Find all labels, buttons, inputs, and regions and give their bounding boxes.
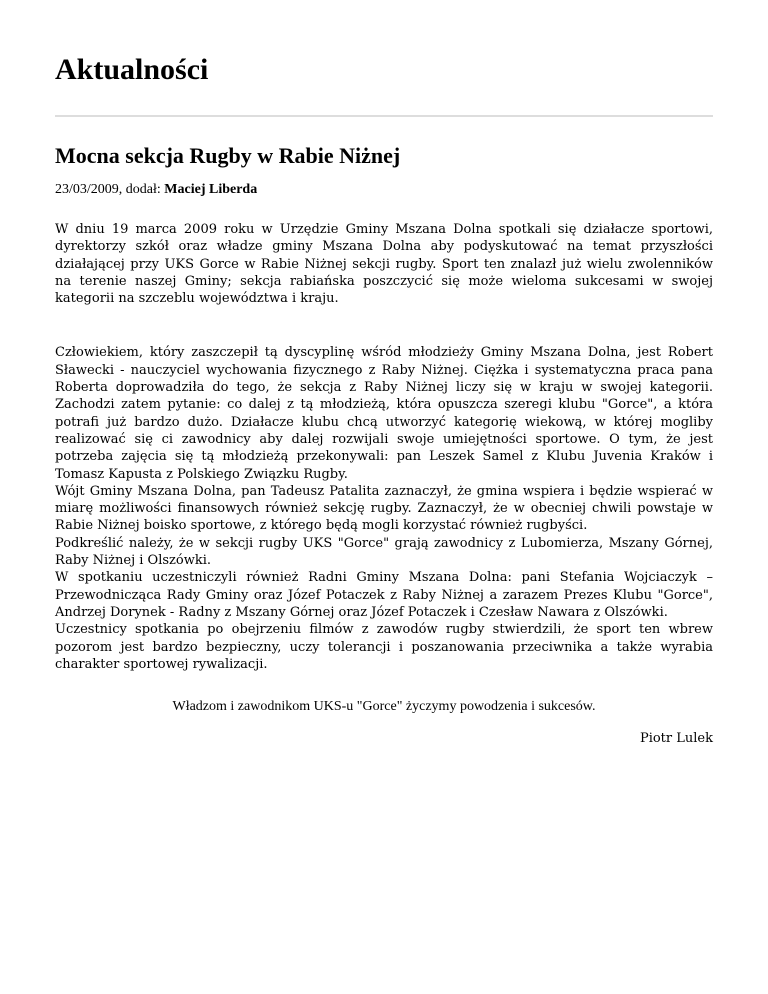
- paragraph: Uczestnicy spotkania po obejrzeniu filmów z zawodów rugby stwierdzili, że sport ten wbrew pozorom jest bardzo bezpieczny, uczy tolerancji i poszanowania przeciwnika a także wyrabia charakter sportowej rywalizacji.: [55, 622, 713, 672]
- divider: [55, 115, 713, 117]
- paragraph-gap: [55, 307, 713, 344]
- article-title: Mocna sekcja Rugby w Rabie Niżnej: [55, 143, 401, 168]
- section-title: Aktualności: [55, 53, 209, 86]
- paragraph: Podkreślić należy, że w sekcji rugby UKS "Gorce" grają zawodnicy z Lubomierza, Mszany Górnej, Raby Niżnej i Olszówki.: [55, 535, 713, 569]
- article-meta: [55, 180, 257, 200]
- paragraph: W spotkaniu uczestniczyli również Radni Gminy Mszana Dolna: pani Stefania Wojciaczyk – Przewodnicząca Rady Gminy oraz Józef Potaczek z Raby Niżnej a zarazem Prezes Klubu "Gorce", Andrzej Dorynek - Radny z Mszany Górnej oraz Józef Potaczek i Czesław Nawara z Olszówki.: [55, 570, 713, 620]
- closing-line: Władzom i zawodnikom UKS-u "Gorce" życzymy powodzenia i sukcesów.: [172, 699, 596, 714]
- article-date: 23/03/2009, dodał:: [55, 182, 165, 197]
- article-author: Maciej Liberda: [164, 182, 258, 197]
- article-body: [55, 221, 713, 673]
- paragraph: Człowiekiem, który zaszczepił tą dyscyplinę wśród młodzieży Gminy Mszana Dolna, jest Robert Sławecki - nauczyciel wychowania fizycznego z Raby Niżnej. Ciężka i systematyczna praca pana Roberta doprowadziła do tego, że sekcja z Raby Niżnej liczy się w kraju w swojej kategorii. Zachodzi zatem pytanie: co dalej z tą młodzieżą, która opuszcza szeregi klubu "Gorce", a która potrafi już bardzo dużo. Działacze klubu chcą utworzyć kategorię wiekową, w której mogliby realizować się ci zawodnicy aby dalej rozwijali swoje umiejętności sportowe. O tym, że jest potrzeba zajęcia się tą młodzieżą przekonywali: pan Leszek Samel z Klubu Juvenia Kraków i Tomasz Kapusta z Polskiego Związku Rugby.: [55, 345, 713, 482]
- signature: Piotr Lulek: [639, 731, 713, 746]
- paragraph: Wójt Gminy Mszana Dolna, pan Tadeusz Patalita zaznaczył, że gmina wspiera i będzie wspierać w miarę możliwości finansowych również sekcję rugby. Zaznaczył, że w obecniej chwili powstaje w Rabie Niżnej boisko sportowe, z którego będą mogli korzystać również rugbyści.: [55, 483, 713, 534]
- paragraph: W dniu 19 marca 2009 roku w Urzędzie Gminy Mszana Dolna spotkali się działacze sportowi, dyrektorzy szkół oraz władze gminy Mszana Dolna aby podyskutować na temat przyszłości działającej przy UKS Gorce w Rabie Niżnej sekcji rugby. Sport ten znalazł już wielu zwolenników na terenie naszej Gminy; sekcja rabiańska poszczycić się może wieloma sukcesami w swojej kategorii na szczeblu województwa i kraju.: [55, 222, 713, 307]
